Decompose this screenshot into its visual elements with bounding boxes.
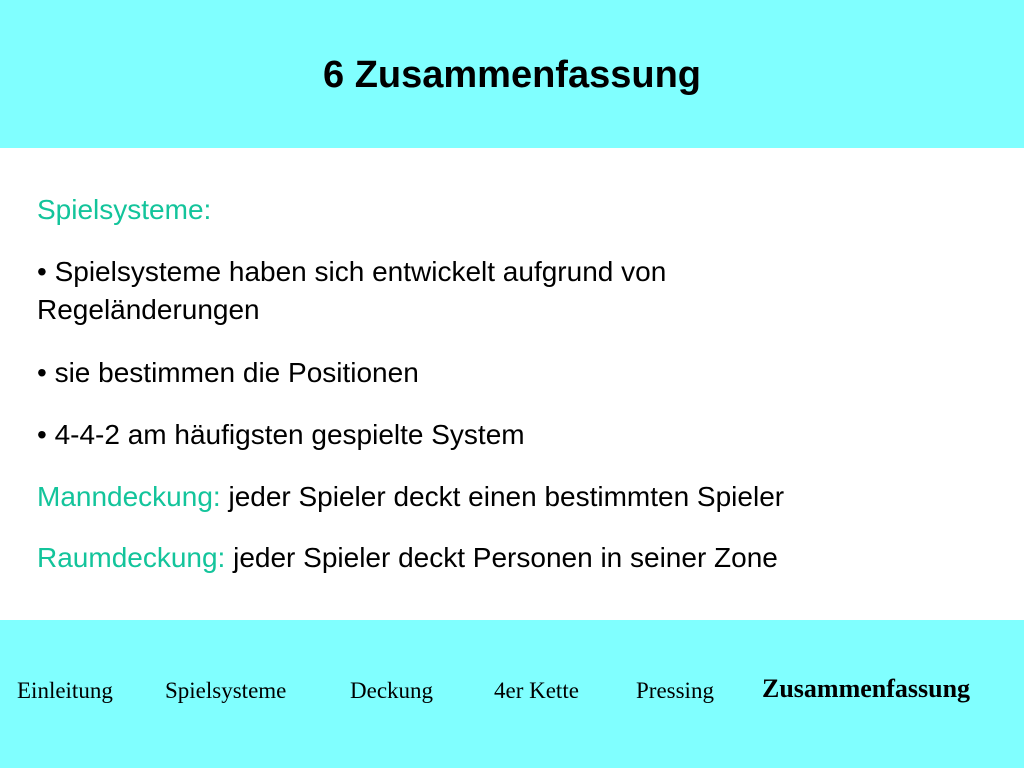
bullet-1-line-1: • Spielsysteme haben sich entwickelt aufgrund von xyxy=(37,256,667,287)
definition-manndeckung xyxy=(37,480,784,514)
nav-item-deckung[interactable]: Deckung xyxy=(350,678,434,703)
definition-text: jeder Spieler deckt Personen in seiner Zone xyxy=(225,542,778,573)
nav-item-4er-kette[interactable]: 4er Kette xyxy=(494,678,579,703)
nav-item-einleitung[interactable]: Einleitung xyxy=(17,678,113,703)
section-heading-spielsysteme: Spielsysteme: xyxy=(37,194,212,225)
definition-text: jeder Spieler deckt einen bestimmten Spieler xyxy=(220,481,785,512)
nav-item-pressing[interactable]: Pressing xyxy=(636,678,714,703)
nav-item-spielsysteme[interactable]: Spielsysteme xyxy=(165,678,287,703)
definition-raumdeckung xyxy=(37,541,778,575)
bullet-1-line-2: Regeländerungen xyxy=(37,294,260,325)
title-band xyxy=(0,0,1024,148)
definition-term: Manndeckung: xyxy=(37,481,221,512)
definition-term: Raumdeckung: xyxy=(37,542,226,573)
bullet-3: • 4-4-2 am häufigsten gespielte System xyxy=(37,419,525,450)
bullet-2: • sie bestimmen die Positionen xyxy=(37,357,419,388)
nav-item-zusammenfassung[interactable]: Zusammenfassung xyxy=(762,674,971,703)
slide-title: 6 Zusammenfassung xyxy=(323,54,701,96)
